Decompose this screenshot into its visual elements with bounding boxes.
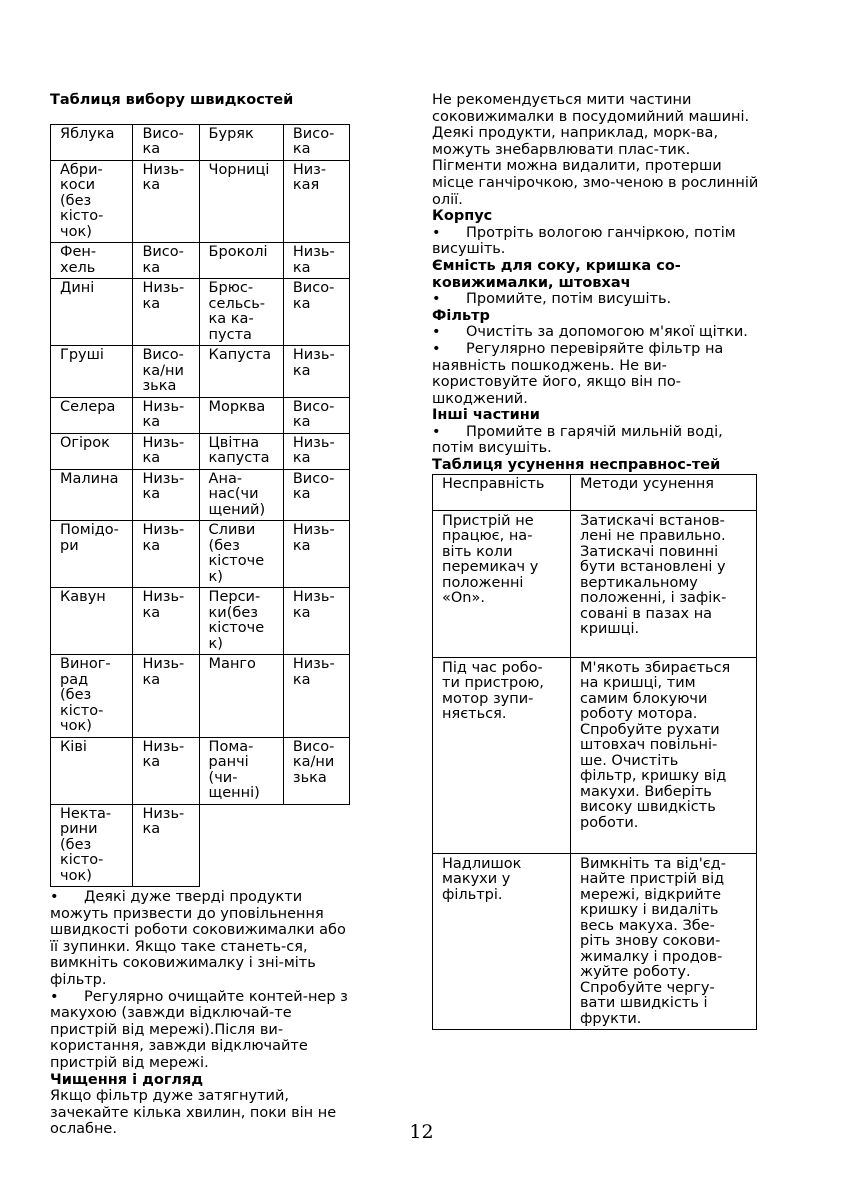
speed-table-cell: Ана- нас(чи щений): [199, 469, 283, 521]
troubleshooting-header-cell: Методи усунення: [571, 474, 757, 510]
speed-table-cell: Низь- ка: [133, 737, 199, 804]
speed-table-row: [51, 346, 350, 398]
bullet-icon: •: [432, 340, 441, 357]
speed-table-title: Таблиця вибору швидкостей: [50, 92, 294, 108]
troubleshooting-header-cell: Несправність: [433, 474, 571, 510]
speed-table-row: [51, 397, 350, 433]
housing-text: • Протріть вологою ганчіркою, потім висушіть.: [432, 224, 736, 258]
speed-table-row: [51, 243, 350, 279]
dishwasher-note: Не рекомендується мити частини соковижималки в посудомийний машині.: [432, 92, 750, 125]
speed-table-cell: Низь- ка: [283, 655, 349, 738]
speed-table-cell: Висо- ка: [133, 124, 199, 160]
speed-table-cell: Низь- ка: [133, 397, 199, 433]
speed-table-cell: Цвітна капуста: [199, 433, 283, 469]
speed-table-cell: Висо- ка: [283, 469, 349, 521]
filter-text-1: • Очистіть за допомогою м'якої щітки.: [432, 324, 748, 341]
troubleshooting-header-row: [433, 474, 757, 510]
left-column: [50, 92, 350, 1138]
speed-table-cell: Дині: [51, 279, 133, 346]
speed-table-cell: Висо- ка/ни зька: [283, 737, 349, 804]
speed-table-cell: Капуста: [199, 346, 283, 398]
speed-table-cell: Груші: [51, 346, 133, 398]
speed-table-cell: Помідо- ри: [51, 521, 133, 588]
speed-table-cell: Сливи (без кісточе к): [199, 521, 283, 588]
troubleshooting-row: [433, 853, 757, 1030]
bullet-icon: •: [50, 988, 59, 1005]
cleaning-text: Якщо фільтр дуже затягнутий, зачекайте кілька хвилин, поки він не ослабне.: [50, 1088, 337, 1138]
container-text: • Промийте, потім висушіть.: [432, 291, 672, 308]
speed-table-cell: Низь- ка: [133, 160, 199, 243]
speed-table-cell: [283, 804, 349, 887]
speed-table-cell: Висо- ка: [133, 243, 199, 279]
container-title: Ємність для соку, кришка со-ковижималки, штовхач: [432, 257, 681, 291]
speed-table-cell: Низь- ка: [133, 804, 199, 887]
speed-table-cell: Низь- ка: [133, 655, 199, 738]
speed-table-cell: Огірок: [51, 433, 133, 469]
speed-table-cell: Низь- ка: [133, 279, 199, 346]
speed-table-cell: Висо- ка: [283, 124, 349, 160]
right-column: [432, 92, 762, 1030]
troubleshooting-row: [433, 510, 757, 657]
speed-table-cell: Фен- хель: [51, 243, 133, 279]
speed-selection-table: [50, 124, 350, 888]
speed-table-cell: Висо- ка: [283, 279, 349, 346]
troubleshooting-cell: Затискачі встанов- лені не правильно. Затискачі повинні бути встановлені у вертикальному положенні, і зафік- совані в пазах на кришці.: [571, 510, 757, 657]
speed-table-row: [51, 737, 350, 804]
troubleshooting-cell: Пристрій не працює, на- віть коли перемикач у положенні «On».: [433, 510, 571, 657]
bullet-icon: •: [432, 291, 441, 308]
troubleshooting-cell: Під час робо- ти пристрою, мотор зупи- няється.: [433, 657, 571, 853]
cleaning-title: Чищення і догляд: [50, 1071, 204, 1088]
speed-table-row: [51, 433, 350, 469]
staining-note: Деякі продукти, наприклад, морк-ва, можуть знебарвлювати плас-тик. Пігменти можна видалити, протерши місце ганчірочкою, змо-ченою в рослинній олії.: [432, 125, 759, 208]
other-parts-text: • Промийте в гарячій мильній воді, потім висушіть.: [432, 423, 723, 457]
speed-table-cell: Низ- кая: [283, 160, 349, 243]
speed-table-cell: Брюс- сельсь- ка ка- пуста: [199, 279, 283, 346]
bullet-icon: •: [50, 889, 59, 906]
speed-table-cell: [199, 804, 283, 887]
speed-table-cell: Низь- ка: [133, 469, 199, 521]
speed-table-row: [51, 521, 350, 588]
speed-table-row: [51, 279, 350, 346]
hard-products-note: • Деякі дуже тверді продукти можуть призвести до уповільнення швидкості роботи соковижималки або її зупинки. Якщо таке станеть-ся, вимкніть соковижималку і зні-міть фільтр.: [50, 889, 346, 989]
speed-table-row: [51, 655, 350, 738]
troubleshooting-cell: Надлишок макухи у фільтрі.: [433, 853, 571, 1030]
speed-table-cell: Буряк: [199, 124, 283, 160]
bullet-icon: •: [432, 224, 441, 241]
speed-table-cell: Низь- ка: [133, 521, 199, 588]
speed-table-row: [51, 804, 350, 887]
speed-table-row: [51, 588, 350, 655]
pulp-container-note: • Регулярно очищайте контей-нер з макухою (завжди відключай-те пристрій від мережі).Після ви-користання, завжди відключайте пристрій від мережі.: [50, 988, 348, 1072]
speed-table-cell: Броколі: [199, 243, 283, 279]
troubleshooting-cell: М'якоть збирається на кришці, тим самим блокуючи роботу мотора. Спробуйте рухати штовхач повільні- ше. Очистіть фільтр, кришку від макухи. Виберіть високу швидкість роботи.: [571, 657, 757, 853]
housing-title: Корпус: [432, 208, 493, 225]
speed-table-cell: Низь- ка: [133, 433, 199, 469]
bullet-icon: •: [432, 423, 441, 440]
speed-table-cell: Низь- ка: [283, 433, 349, 469]
troubleshooting-title: Таблиця усунення несправнос-тей: [432, 457, 721, 474]
speed-table-cell: Селера: [51, 397, 133, 433]
speed-table-cell: Некта- рини (без кісто- чок): [51, 804, 133, 887]
speed-table-cell: Абри- коси (без кісто- чок): [51, 160, 133, 243]
speed-table-cell: Малина: [51, 469, 133, 521]
speed-table-cell: Висо- ка: [283, 397, 349, 433]
filter-text-2: • Регулярно перевіряйте фільтр на наявність пошкоджень. Не ви-користовуйте його, якщо він по-шкоджений.: [432, 340, 724, 407]
speed-table-cell: Перси- ки(без кісточе к): [199, 588, 283, 655]
speed-table-cell: Низь- ка: [283, 243, 349, 279]
speed-table-cell: Низь- ка: [283, 521, 349, 588]
speed-table-cell: Низь- ка: [283, 588, 349, 655]
speed-table-cell: Пома- ранчі (чи- щенні): [199, 737, 283, 804]
speed-table-cell: Морква: [199, 397, 283, 433]
troubleshooting-row: [433, 657, 757, 853]
speed-table-cell: Висо- ка/ни зька: [133, 346, 199, 398]
filter-title: Фільтр: [432, 307, 490, 324]
bullet-icon: •: [432, 324, 441, 341]
speed-table-row: [51, 469, 350, 521]
speed-table-cell: Низь- ка: [283, 346, 349, 398]
speed-table-row: [51, 160, 350, 243]
speed-table-cell: Кавун: [51, 588, 133, 655]
speed-table-cell: Виног- рад (без кісто- чок): [51, 655, 133, 738]
other-parts-title: Інші частини: [432, 407, 540, 424]
speed-table-cell: Низь- ка: [133, 588, 199, 655]
page-number: 12: [409, 1121, 434, 1143]
speed-table-cell: Манго: [199, 655, 283, 738]
speed-table-row: [51, 124, 350, 160]
speed-table-cell: Ківі: [51, 737, 133, 804]
troubleshooting-cell: Вимкніть та від'єд- найте пристрій від мережі, відкрийте кришку і видаліть весь макуха. Збе- ріть знову сокови- жималку і продов- жуйте роботу. Спробуйте чергу- вати швидкість і фрукти.: [571, 853, 757, 1030]
speed-table-cell: Яблука: [51, 124, 133, 160]
troubleshooting-table: [432, 474, 757, 1031]
speed-table-cell: Чорниці: [199, 160, 283, 243]
